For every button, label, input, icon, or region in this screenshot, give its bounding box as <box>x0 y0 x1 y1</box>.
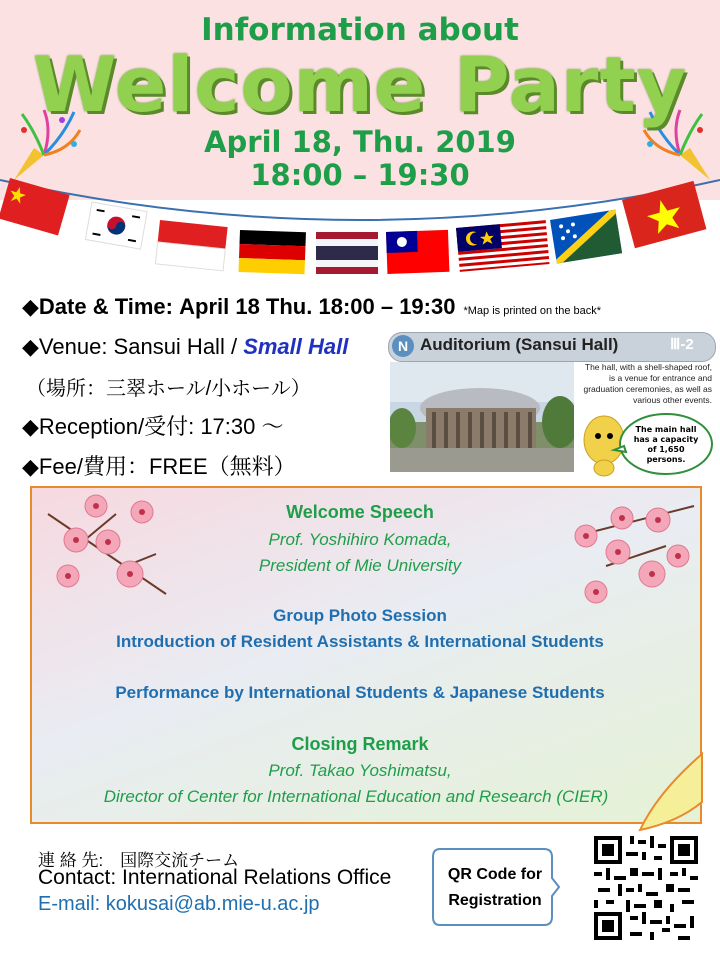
introduction-text: Introduction of Resident Assistants & International Students <box>116 632 604 651</box>
mascot-illustration <box>578 412 718 478</box>
north-badge: N <box>392 335 414 357</box>
auditorium-code: Ⅲ-2 <box>670 336 694 353</box>
event-time: 18:00 – 19:30 <box>250 158 470 192</box>
qr-line-2: Registration <box>448 892 542 909</box>
reception-text: Reception/受付: 17:30 〜 <box>38 414 284 439</box>
map-note: *Map is printed on the back* <box>463 305 602 317</box>
malaysia-flag <box>456 220 549 272</box>
qr-code-icon[interactable] <box>594 836 698 940</box>
qr-callout-text <box>440 862 550 914</box>
thailand-flag <box>316 232 378 274</box>
venue-label: Venue: Sansui Hall / <box>38 334 238 359</box>
auditorium-photo <box>390 362 574 472</box>
performance-text: Performance by International Students & Japanese Students <box>115 683 605 702</box>
page-curl-icon <box>638 752 708 832</box>
bubble-line-3: of 1,650 <box>647 445 685 454</box>
bullet-diamond-icon: ◆ <box>22 294 39 319</box>
datetime-label: Date & Time: <box>38 294 173 319</box>
contact-email[interactable]: E-mail: kokusai@ab.mie-u.ac.jp <box>38 893 320 915</box>
header-subtitle: Information about <box>201 12 519 48</box>
auditorium-title: Auditorium (Sansui Hall) <box>420 335 619 354</box>
datetime-value: April 18 Thu. 18:00 – 19:30 <box>179 294 456 319</box>
closing-role: Director of Center for International Education and Research (CIER) <box>103 787 609 806</box>
auditorium-description: The hall, with a shell-shaped roof, is a venue for entrance and graduation ceremonies, as well as various other events. <box>583 362 712 405</box>
germany-flag <box>239 230 306 274</box>
speech-name: Prof. Yoshihiro Komada, <box>268 530 452 549</box>
bullet-diamond-icon: ◆ <box>22 414 39 439</box>
contact-office: Contact: International Relations Office <box>38 866 392 889</box>
event-date: April 18, Thu. 2019 <box>204 125 516 159</box>
speech-title: Welcome Speech <box>286 502 434 522</box>
bubble-line-1: The main hall <box>635 425 697 434</box>
speech-role: President of Mie University <box>258 556 462 575</box>
taiwan-flag <box>386 230 449 274</box>
page-title: Welcome Party <box>32 40 688 129</box>
solomon-islands-flag <box>550 210 622 264</box>
bubble-line-2: has a capacity <box>633 435 699 444</box>
indonesia-flag <box>155 220 227 271</box>
china-flag <box>0 178 70 235</box>
venue-line <box>22 334 348 360</box>
contact-japanese: 連 絡 先: 国際交流チーム <box>38 851 240 870</box>
vietnam-flag <box>622 181 706 248</box>
closing-title: Closing Remark <box>291 734 429 754</box>
fee-line <box>22 450 296 481</box>
qr-line-1: QR Code for <box>447 866 543 883</box>
photo-session-title: Group Photo Session <box>273 606 447 625</box>
venue-japanese: （場所：三翠ホール/小ホール） <box>26 378 311 400</box>
bullet-diamond-icon: ◆ <box>22 454 39 479</box>
bubble-line-4: persons. <box>646 455 686 464</box>
flag-garland <box>0 150 720 290</box>
fee-text: Fee/費用：FREE（無料） <box>38 454 296 479</box>
korea-flag <box>85 202 147 249</box>
bullet-diamond-icon: ◆ <box>22 334 39 359</box>
closing-name: Prof. Takao Yoshimatsu, <box>268 761 452 780</box>
venue-small-hall: Small Hall <box>243 334 349 359</box>
datetime-line <box>22 294 601 320</box>
reception-line <box>22 410 284 441</box>
